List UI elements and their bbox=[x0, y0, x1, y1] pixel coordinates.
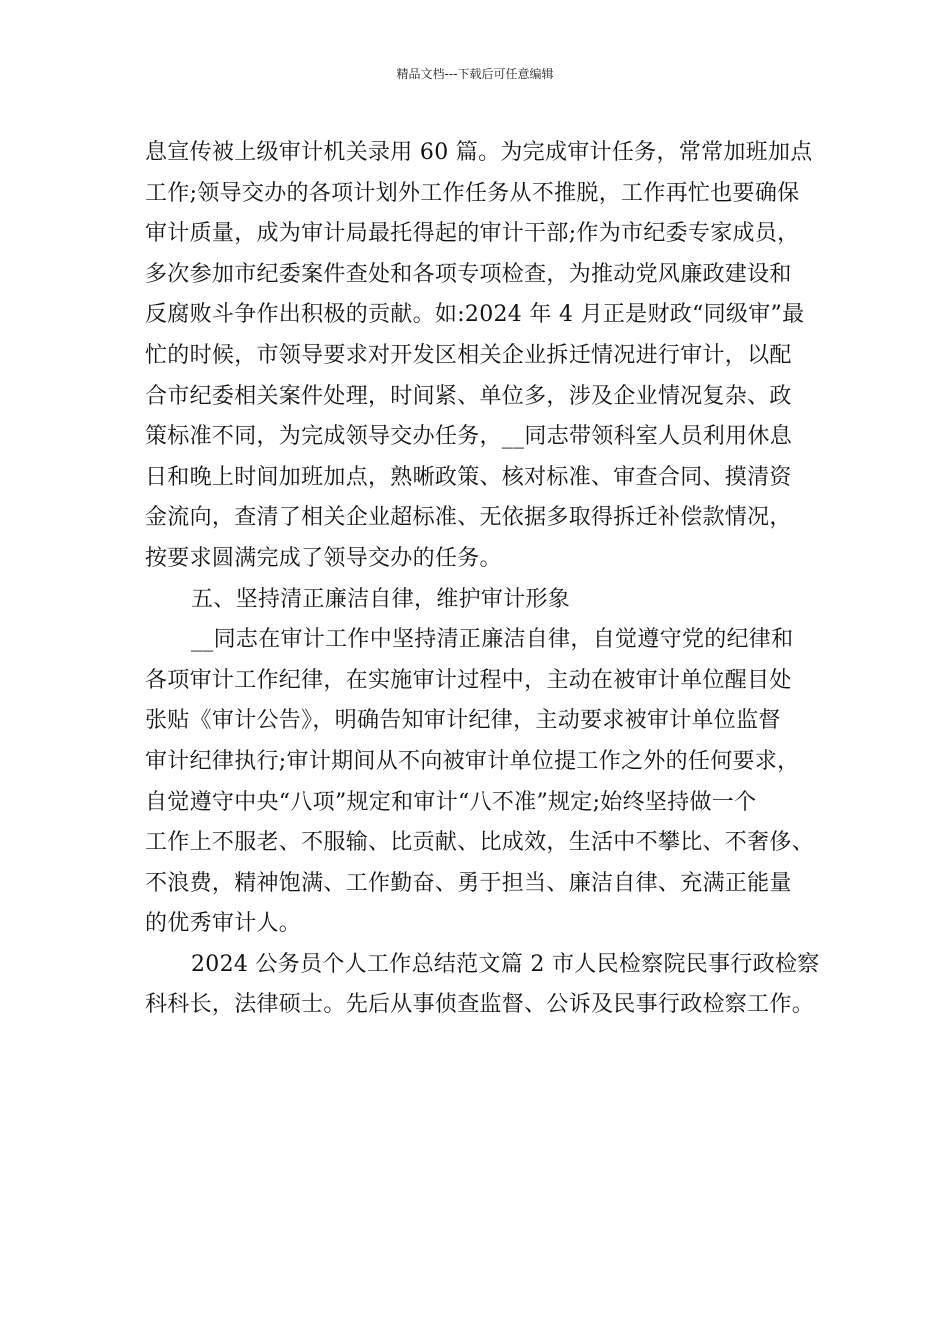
text-line: 工作;领导交办的各项计划外工作任务从不推脱，工作再忙也要确保 bbox=[145, 180, 800, 206]
text-line: 审计纪律执行;审计期间从不向被审计单位提工作之外的任何要求， bbox=[145, 748, 800, 774]
section-heading: 五、坚持清正廉洁自律，维护审计形象 bbox=[191, 586, 571, 612]
text-line: 息宣传被上级审计机关录用 60 篇。为完成审计任务，常常加班加点 bbox=[145, 140, 813, 165]
text-line: 按要求圆满完成了领导交办的任务。 bbox=[145, 545, 502, 571]
document-body bbox=[145, 133, 835, 1026]
text-line: 金流向，查清了相关企业超标准、无依据多取得拆迁补偿款情况， bbox=[145, 505, 792, 531]
text-line: 各项审计工作纪律，在实施审计过程中，主动在被审计单位醒目处 bbox=[145, 667, 792, 693]
text-line: 的优秀审计人。 bbox=[145, 911, 302, 937]
text-line: __同志在审计工作中坚持清正廉洁自律，自觉遵守党的纪律和 bbox=[191, 627, 794, 653]
text-line: 自觉遵守中央“八项”规定和审计“八不准”规定;始终坚持做一个 bbox=[145, 789, 757, 815]
text-line: 2024 公务员个人工作总结范文篇 2 市人民检察院民事行政检察 bbox=[191, 951, 820, 977]
text-line: 张贴《审计公告》，明确告知审计纪律，主动要求被审计单位监督 bbox=[145, 708, 781, 734]
text-line: 不浪费，精神饱满、工作勤奋、勇于担当、廉洁自律、充满正能量 bbox=[145, 870, 792, 896]
text-line: 忙的时候，市领导要求对开发区相关企业拆迁情况进行审计，以配 bbox=[145, 342, 792, 368]
text-line: 日和晚上时间加班加点，熟晰政策、核对标准、审查合同、摸清资 bbox=[145, 464, 792, 490]
page-header: 精品文档---下载后可任意编辑 bbox=[396, 67, 554, 81]
text-line: 审计质量，成为审计局最托得起的审计干部;作为市纪委专家成员， bbox=[145, 221, 800, 247]
text-line: 策标准不同，为完成领导交办任务，__同志带领科室人员利用休息 bbox=[145, 424, 793, 450]
text-line: 科科长，法律硕士。先后从事侦查监督、公诉及民事行政检察工作。 bbox=[145, 992, 815, 1018]
text-line: 多次参加市纪委案件查处和各项专项检查，为推动党风廉政建设和 bbox=[145, 261, 792, 287]
text-line: 反腐败斗争作出积极的贡献。如:2024 年 4 月正是财政“同级审”最 bbox=[145, 302, 805, 328]
text-line: 合市纪委相关案件处理，时间紧、单位多，涉及企业情况复杂、政 bbox=[145, 383, 792, 409]
text-line: 工作上不服老、不服输、比贡献、比成效，生活中不攀比、不奢侈、 bbox=[145, 830, 815, 856]
